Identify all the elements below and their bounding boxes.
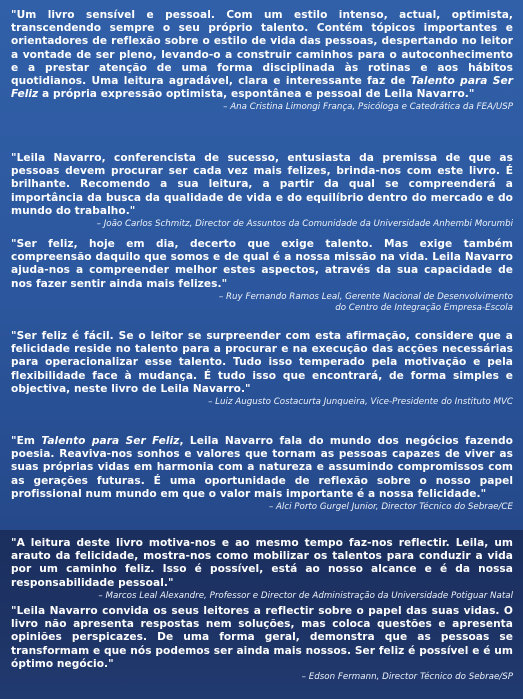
quote-author: – Alci Porto Gurgel Junior, Director Técnico do Sebrae/CE <box>268 502 513 513</box>
quote-author: – João Carlos Schmitz, Director de Assuntos da Comunidade da Universidade Anhembi Morumbi <box>96 219 513 230</box>
quote-text: "Ser feliz, hoje em dia, decerto que exige talento. Mas exige também compreensão daquilo que somos e de qual é a nossa missão na vida. Leila Navarro ajuda-nos a compreender melhor estes aspectos, através da sua capacidade de nos fazer sentir ainda mais felizes." <box>11 238 513 290</box>
quote-text: "Em Talento para Ser Feliz, Leila Navarro fala do mundo dos negócios fazendo poesia. Reaviva-nos sonhos e valores que tornam as pessoas capazes de viver as suas próprias vidas em harmonia com a natureza e assumindo compromissos com as gerações futuras. É uma oportunidade de reflexão sobre o nosso papel profissional num mundo em que o valor mais importante é a nossa felicidade." <box>11 435 514 500</box>
testimonial-2 <box>11 152 513 230</box>
quote-text: "Ser feliz é fácil. Se o leitor se surpreender com esta afirmação, considere que a felicidade reside no talento para a procurar e na execução das acções necessárias para operacionalizar esse talento. Tudo isso temperado pela motivação e pela flexibilidade face à mudança. É tudo isso que encontrará, de forma simples e objectiva, neste livro de Leila Navarro." <box>11 330 513 395</box>
quote-text: "Leila Navarro, conferencista de sucesso, entusiasta da premissa de que as pessoas devem procurar ser cada vez mais felizes, brinda-nos com este livro. É brilhante. Recomendo a sua leitura, a partir da qual se compreenderá a importância da busca da qualidade de vida e do equilíbrio dentro do mercado e do mundo do trabalho." <box>11 152 513 217</box>
quote-author: – Ana Cristina Limongi França, Psicóloga e Catedrática da FEA/USP <box>223 102 513 113</box>
testimonial-6 <box>11 537 513 602</box>
testimonial-1 <box>11 9 513 113</box>
quote-author: – Marcos Leal Alexandre, Professor e Director de Administração da Universidade Potiguar Natal <box>98 590 513 601</box>
testimonial-7 <box>11 605 513 683</box>
quote-author: – Luiz Augusto Costacurta Junqueira, Vice-Presidente do Instituto MVC <box>208 397 513 408</box>
testimonial-3 <box>11 238 513 314</box>
quote-author: – Edson Fermann, Director Técnico do Sebrae/SP <box>301 672 513 683</box>
book-title: Talento para Ser Feliz <box>11 75 513 101</box>
quote-text: "Um livro sensível e pessoal. Com um estilo intenso, actual, optimista, transcendendo sempre o seu próprio talento. Contém tópicos importantes e orientadores de reflexão sobre o estilo de vida das pessoas, despertando no leitor a vontade de ser pleno, levando-o a construir caminhos para o autoconhecimento e a prestar atenção de uma forma disciplinada às rotinas e aos hábitos quotidianos. Uma leitura agradável, clara e interessante faz de Talento para Ser Feliz a própria expressão optimista, espontânea e pessoal de Leila Navarro." <box>11 9 513 101</box>
testimonial-4 <box>11 330 513 408</box>
quote-text: "Leila Navarro convida os seus leitores a reflectir sobre o papel das suas vidas. O livro não apresenta respostas nem soluções, mas coloca questões e apresenta opiniões perspicazes. De uma forma geral, demonstra que as pessoas se transformam e que nós podemos ser ainda mais nossos. Ser feliz é possível e é um óptimo negócio." <box>11 605 513 670</box>
quote-text: "A leitura deste livro motiva-nos e ao mesmo tempo faz-nos reflectir. Leila, um arauto da felicidade, mostra-nos como mobilizar os talentos para conduzir a vida por um caminho feliz. Isso é possível, está ao nosso alcance e é da nossa responsabilidade pessoal." <box>11 537 513 589</box>
testimonial-5 <box>11 435 513 513</box>
book-title: Talento para Ser Feliz <box>41 435 180 447</box>
quote-author: – Ruy Fernando Ramos Leal, Gerente Nacional de Desenvolvimento do Centro de Integração Empresa-Escola <box>218 291 513 313</box>
